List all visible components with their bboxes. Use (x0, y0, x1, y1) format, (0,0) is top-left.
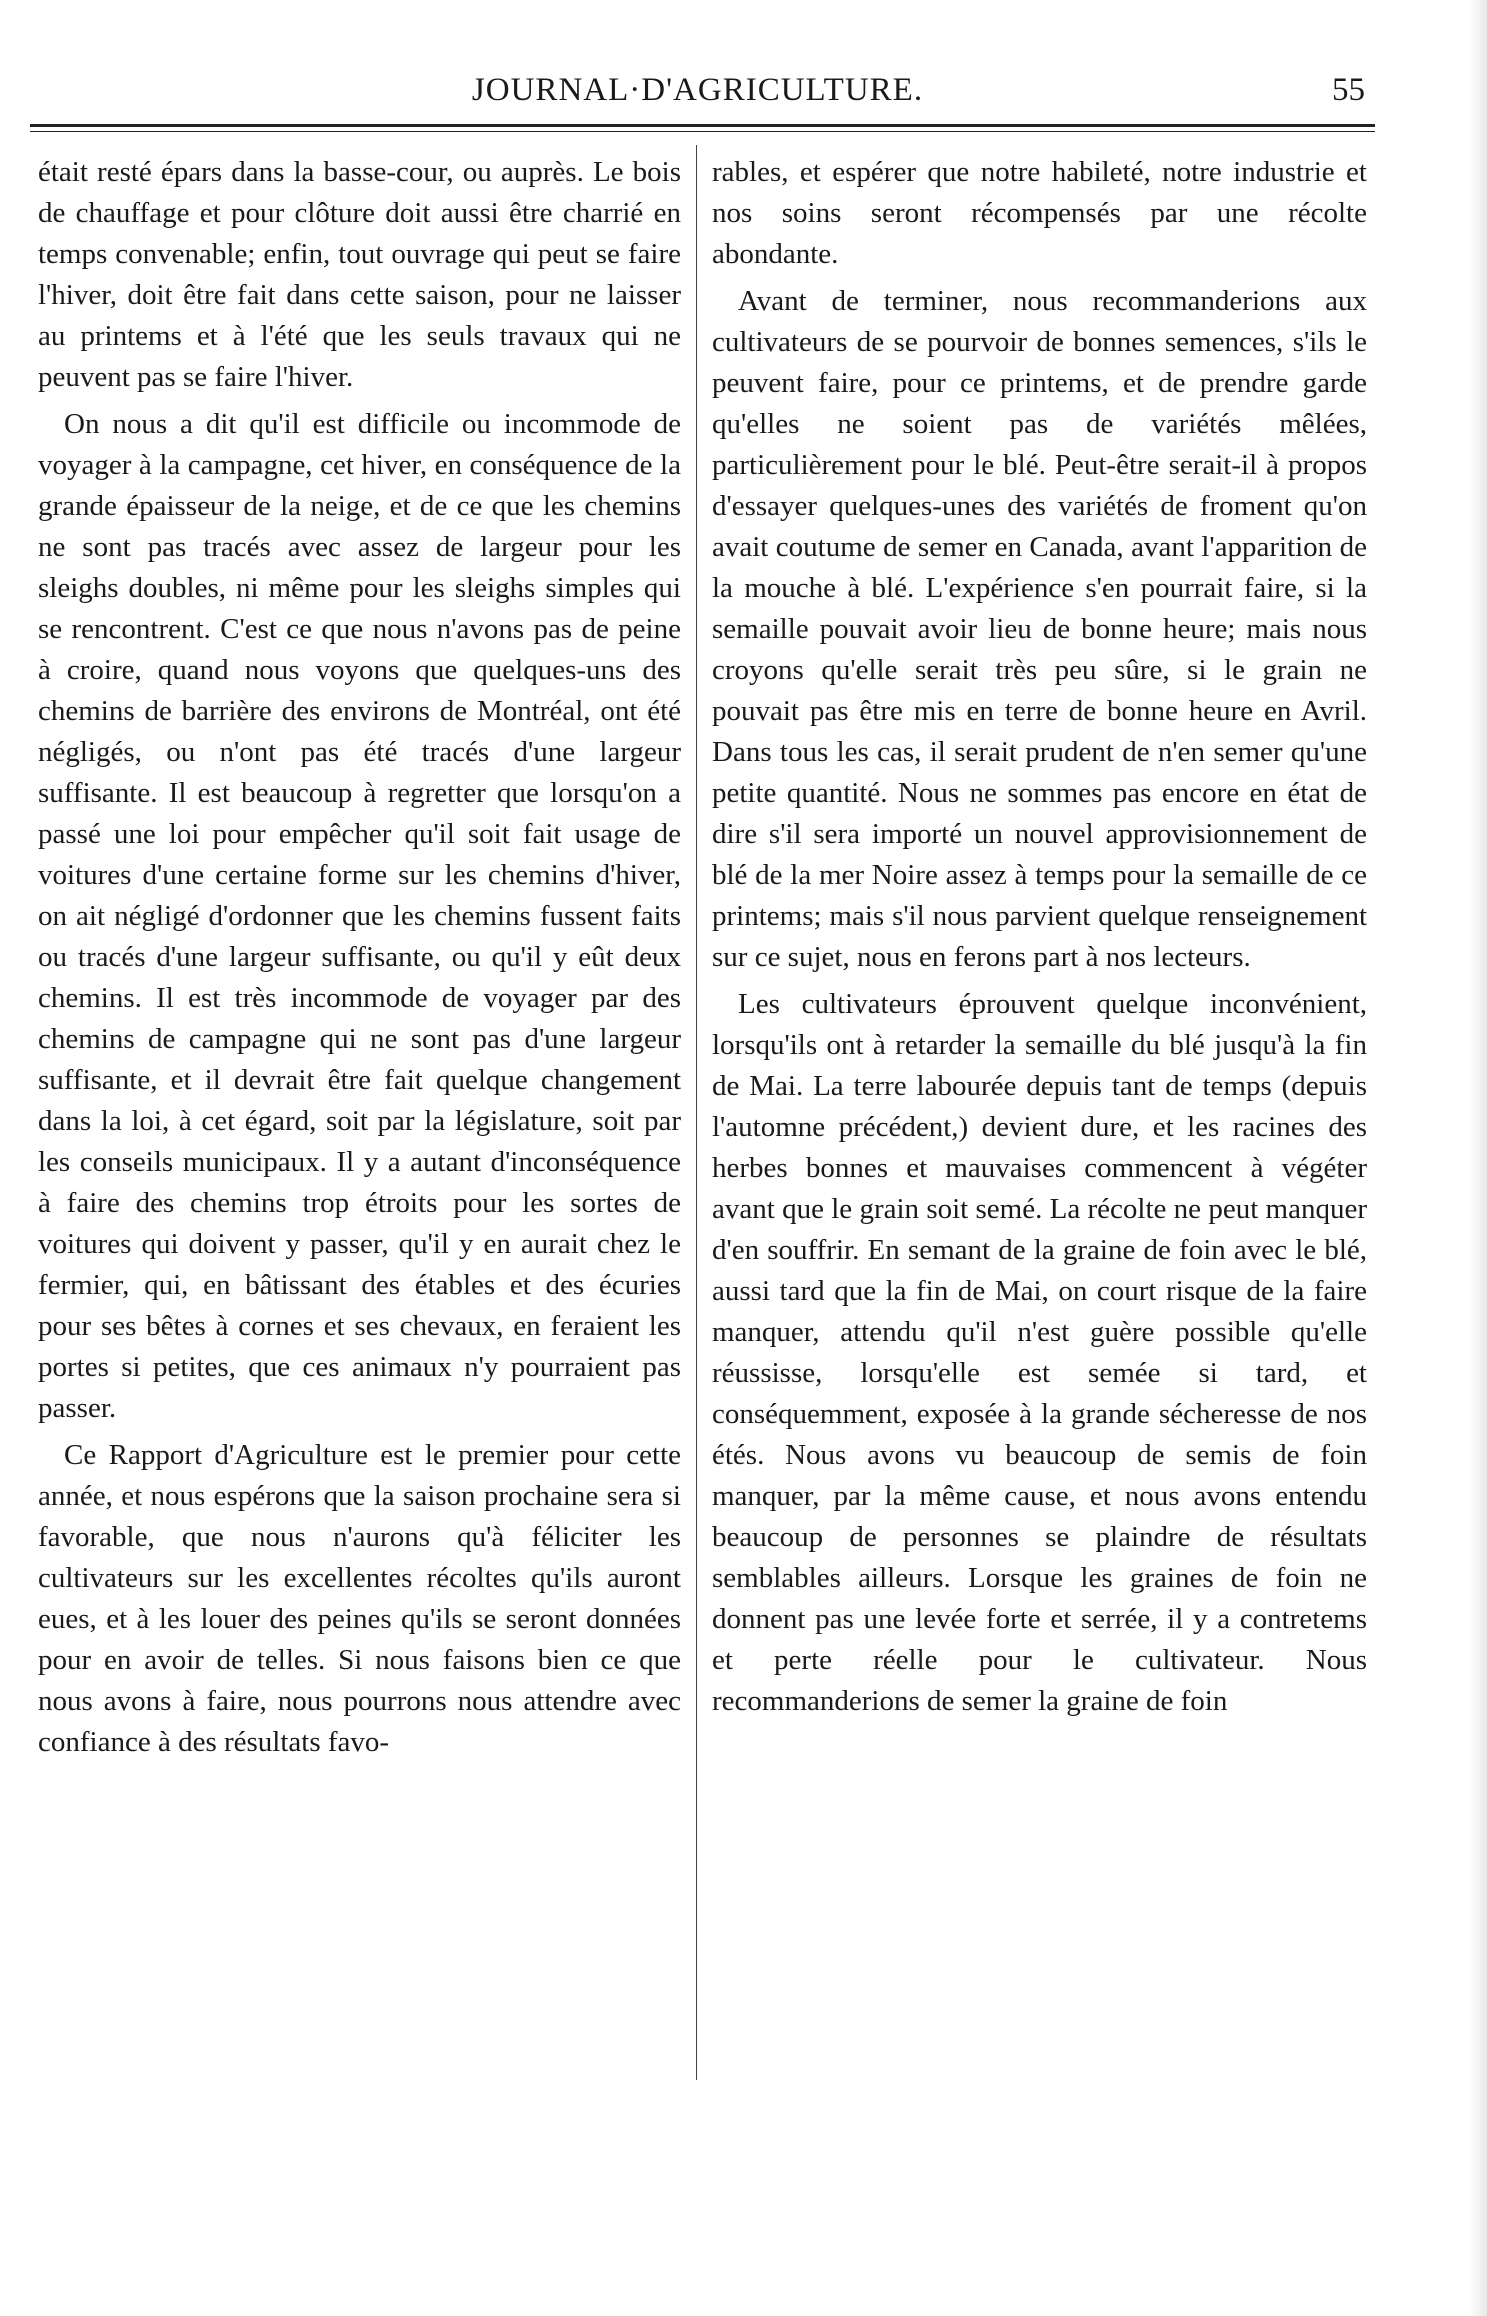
paragraph: On nous a dit qu'il est difficile ou incommode de voyager à la campagne, cet hiver, en conséquence de la grande épaisseur de la neige, et de ce que les chemins ne sont pas tracés avec assez de largeur pour les sleighs doubles, ni même pour les sleighs simples qui se rencontrent. C'est ce que nous n'avons pas de peine à croire, quand nous voyons que quelques-uns des chemins de barrière des environs de Montréal, ont été négligés, ou n'ont pas été tracés d'une largeur suffisante. Il est beaucoup à regretter que lorsqu'on a passé une loi pour empêcher qu'il soit fait usage de voitures d'une certaine forme sur les chemins d'hiver, on ait négligé d'ordonner que les chemins fussent faits ou tracés d'une largeur suffisante, ou qu'il y eût deux chemins. Il est très incommode de voyager par des chemins de campagne qui ne sont pas d'une largeur suffisante, et il devrait être fait quelque changement dans la loi, à cet égard, soit par la législature, soit par les conseils municipaux. Il y a autant d'inconséquence à faire des chemins trop étroits pour les sortes de voitures qui doivent y passer, qu'il y en aurait chez le fermier, qui, en bâtissant des étables et des écuries pour ses bêtes à cornes et ses chevaux, en feraient les portes si petites, que ces animaux n'y pourraient pas passer. (38, 408, 681, 1424)
page-number: 55 (1332, 72, 1365, 108)
paragraph: Ce Rapport d'Agriculture est le premier pour cette année, et nous espérons que la saison prochaine sera si favorable, que nous n'aurons qu'à féliciter les cultivateurs sur les excellentes récoltes qu'ils auront eues, et à les louer des peines qu'ils se seront données pour en avoir de telles. Si nous faisons bien ce que nous avons à faire, nous pourrons nous attendre avec confiance à des résultats favo- (38, 1439, 681, 1758)
paragraph: rables, et espérer que notre habileté, notre industrie et nos soins seront récompensés par une récolte abondante. (712, 156, 1367, 270)
header-rule-thick (30, 124, 1375, 127)
running-title: JOURNAL·D'AGRICULTURE. (471, 72, 924, 108)
page-header (30, 72, 1365, 122)
column-divider (696, 145, 697, 2080)
right-column (712, 152, 1367, 1728)
paragraph: était resté épars dans la basse-cour, ou auprès. Le bois de chauffage et pour clôture doit aussi être charrié en temps convenable; enfin, tout ouvrage qui peut se faire l'hiver, doit être fait dans cette saison, pour ne laisser au printems et à l'été que les seuls travaux qui ne peuvent pas se faire l'hiver. (38, 156, 681, 393)
left-column (38, 152, 681, 1769)
page-edge-shadow (1469, 0, 1487, 2316)
paragraph: Avant de terminer, nous recommanderions aux cultivateurs de se pourvoir de bonnes semences, s'ils le peuvent faire, pour ce printems, et de prendre garde qu'elles ne soient pas de variétés mêlées, particulièrement pour le blé. Peut-être serait-il à propos d'essayer quelques-unes des variétés de froment qu'on avait coutume de semer en Canada, avant l'apparition de la mouche à blé. L'expérience s'en pourrait faire, si la semaille pouvait avoir lieu de bonne heure; mais nous croyons qu'elle serait très peu sûre, si le grain ne pouvait pas être mis en terre de bonne heure en Avril. Dans tous les cas, il serait prudent de n'en semer qu'une petite quantité. Nous ne sommes pas encore en état de dire s'il sera importé un nouvel approvisionnement de blé de la mer Noire assez à temps pour la semaille de ce printems; mais s'il nous parvient quelque renseignement sur ce sujet, nous en ferons part à nos lecteurs. (712, 285, 1367, 973)
header-rule-thin (30, 131, 1375, 132)
paragraph: Les cultivateurs éprouvent quelque inconvénient, lorsqu'ils ont à retarder la semaille du blé jusqu'à la fin de Mai. La terre labourée depuis tant de temps (depuis l'automne précédent,) devient dure, et les racines des herbes bonnes et mauvaises commencent à végéter avant que le grain soit semé. La récolte ne peut manquer d'en souffrir. En semant de la graine de foin avec le blé, aussi tard que la fin de Mai, on court risque de la faire manquer, attendu qu'il n'est guère possible qu'elle réussisse, lorsqu'elle est semée si tard, et conséquemment, exposée à la grande sécheresse de nos étés. Nous avons vu beaucoup de semis de foin manquer, par la même cause, et nous avons entendu beaucoup de personnes se plaindre de résultats semblables ailleurs. Lorsque les graines de foin ne donnent pas une levée forte et serrée, il y a contretems et perte réelle pour le cultivateur. Nous recommanderions de semer la graine de foin (712, 988, 1367, 1717)
